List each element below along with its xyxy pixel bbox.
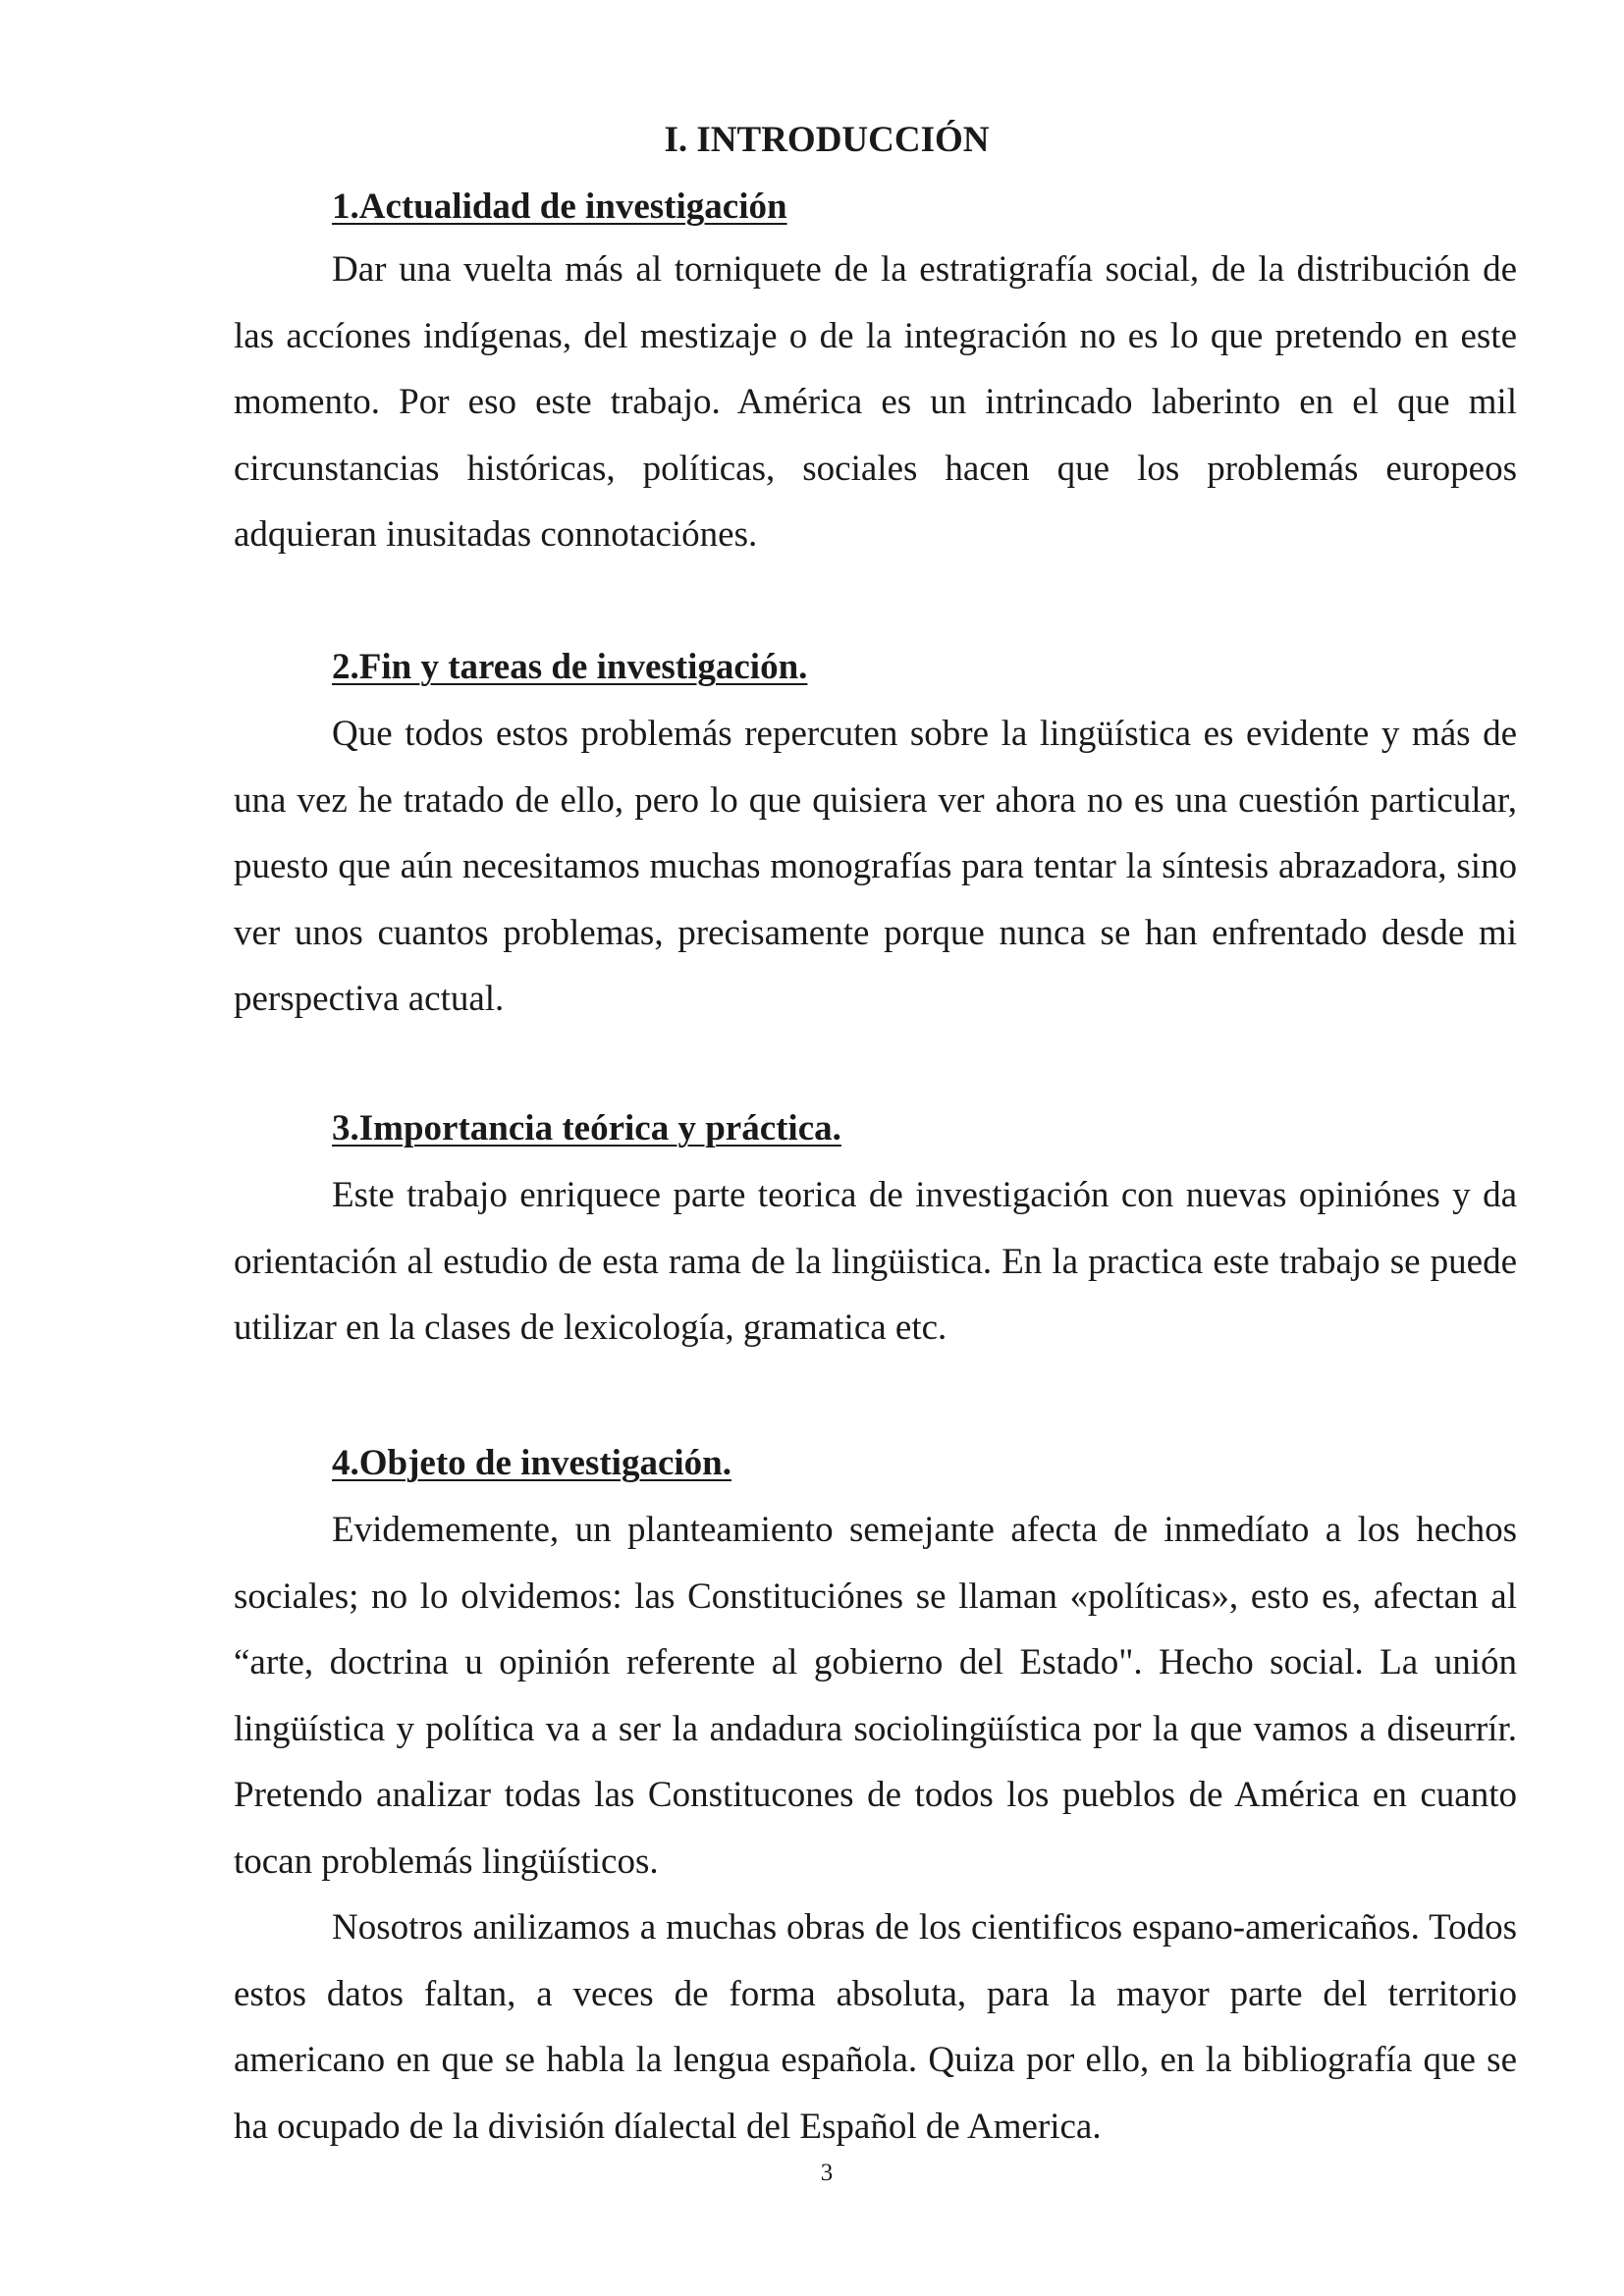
section-heading-1: 1.Actualidad de investigación — [332, 187, 787, 227]
section-heading-4: 4.Objeto de investigación. — [332, 1443, 731, 1483]
page-number: 3 — [820, 2160, 834, 2186]
chapter-title: I. INTRODUCCIÓN — [664, 120, 990, 160]
section-3-paragraph: Este trabajo enriquece parte teorica de investigación con nuevas opiniónes y da orientación al estudio de esta rama de la lingüistica. En la practica este trabajo se puede utilizar en la clases de lexicología, gramatica etc. — [234, 1175, 1517, 1348]
section-4-paragraph-1: Evidememente, un planteamiento semejante afecta de inmedíato a los hechos sociales; no lo olvidemos: las Constituciónes se llaman «políticas», esto es, afectan al “arte, doctrina u opinión referente al gobierno del Estado". Hecho social. La unión lingüística y política va a ser la andadura sociolingüística por la que vamos a diseurrír. Pretendo analizar todas las Constitucones de todos los pueblos de América en cuanto tocan problemás lingüísticos. — [234, 1510, 1517, 1882]
section-heading-2: 2.Fin y tareas de investigación. — [332, 647, 808, 687]
section-2-paragraph: Que todos estos problemás repercuten sobre la lingüística es evidente y más de una vez he tratado de ello, pero lo que quisiera ver ahora no es una cuestión particular, puesto que aún necesitamos muchas monografías para tentar la síntesis abrazadora, sino ver unos cuantos problemas, precisamente porque nunca se han enfrentado desde mi perspectiva actual. — [234, 714, 1517, 1019]
section-heading-3: 3.Importancia teórica y práctica. — [332, 1108, 841, 1148]
section-1-paragraph: Dar una vuelta más al torniquete de la estratigrafía social, de la distribución de las accíones indígenas, del mestizaje o de la integración no es lo que pretendo en este momento. Por eso este trabajo. América es un intrincado laberinto en el que mil circunstancias históricas, políticas, sociales hacen que los problemás europeos adquieran inusitadas connotaciónes. — [234, 249, 1517, 555]
section-4-paragraph-2: Nosotros anilizamos a muchas obras de los cientificos espano-americaños. Todos estos datos faltan, a veces de forma absoluta, para la mayor parte del territorio americano en que se habla la lengua española. Quiza por ello, en la bibliografía que se ha ocupado de la división díalectal del Español de America. — [234, 1907, 1517, 2147]
